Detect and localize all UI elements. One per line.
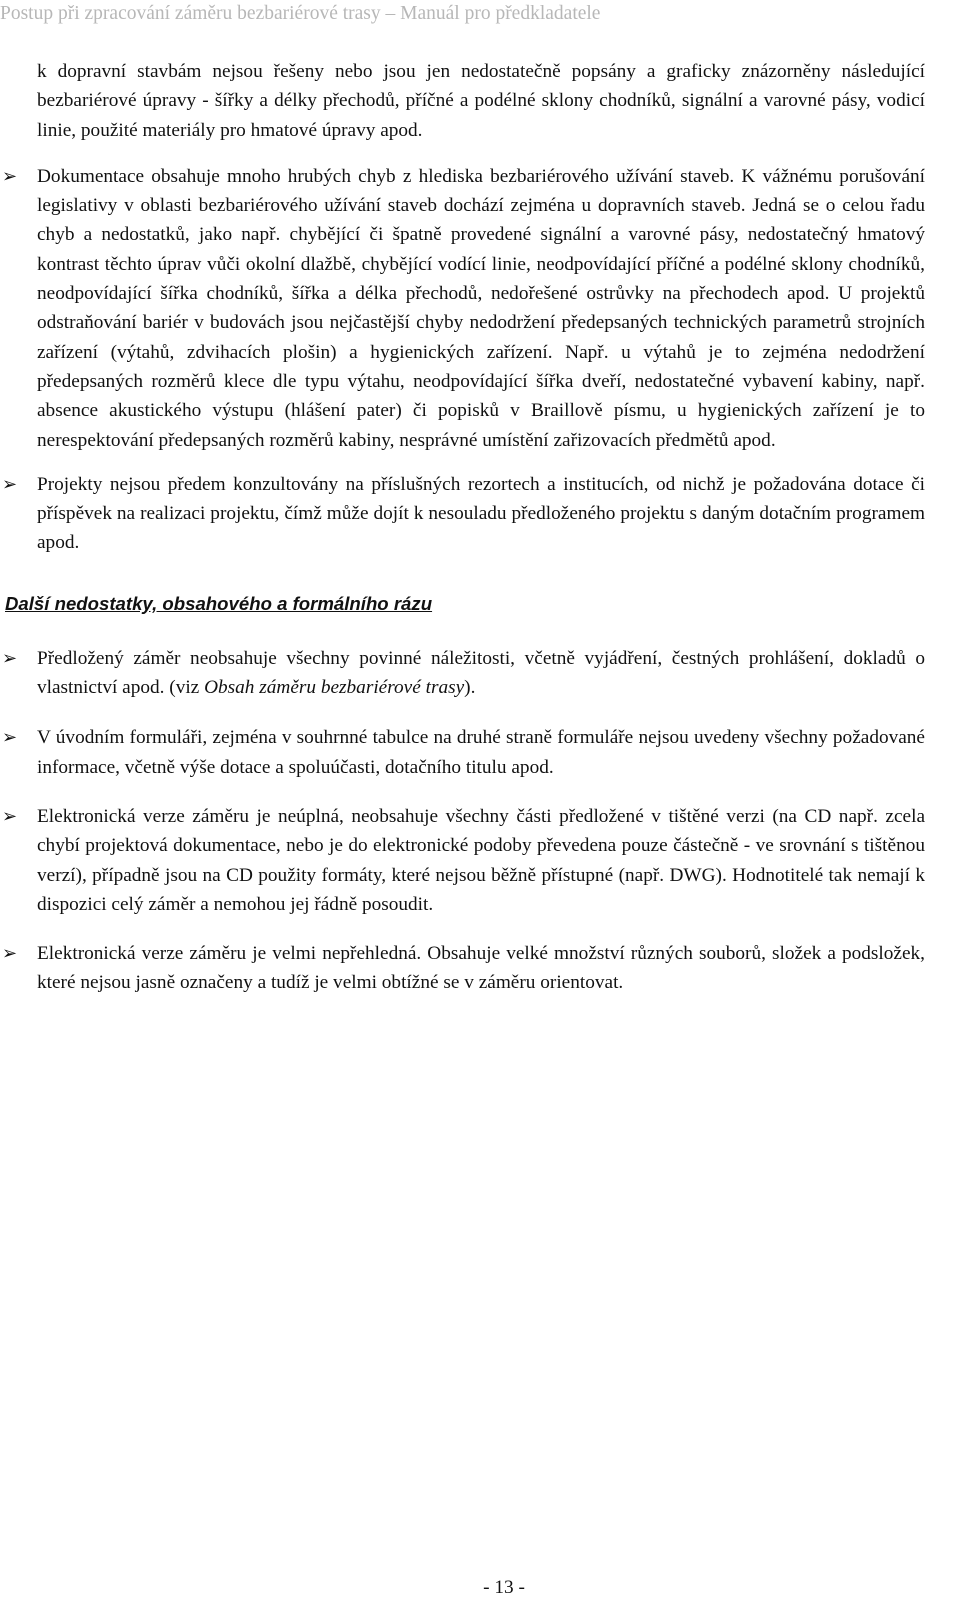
arrow-bullet-icon: ➢ bbox=[2, 165, 18, 187]
bullet-text: Dokumentace obsahuje mnoho hrubých chyb z hlediska bezbariérového užívání staveb. K vážnému porušování legislativy v oblasti bezbariérového užívání staveb dochází zejména u dopravních staveb. Jedná se o celou řadu chyb a nedostatků, jako např. chybějící či špatně provedené signální a varovné pásy, nedostatečný hmatový kontrast těchto úprav vůči okolní dlažbě, chybějící vodící linie, neodpovídající příčné a podélné sklony chodníků, neodpovídající šířka chodníků, šířka a délka přechodů, nedořešené ostrůvky na přechodech apod. U projektů odstraňování bariér v budovách jsou nejčastější chyby nedodržení předepsaných technických parametrů strojních zařízení (výtahů, zdvihacích plošin) a hygienických zařízení. Např. u výtahů je to zejména nedodržení předepsaných rozměrů klece dle typu výtahu, neodpovídající šířka dveří, nedostatečné vybavení kabiny, např. absence akustického výstupu (hlášení pater) či popisků v Braillově písmu, u hygienických zařízení je to nerespektování předepsaných rozměrů kabiny, nesprávné umístění zařizovacích předmětů apod. bbox=[37, 165, 925, 451]
document-body bbox=[2, 57, 925, 998]
arrow-bullet-icon: ➢ bbox=[2, 943, 18, 965]
intro-paragraph: k dopravní stavbám nejsou řešeny nebo jsou jen nedostatečně popsány a graficky znázorněny následující bezbariérové úpravy - šířky a délky přechodů, příčné a podélné sklony chodníků, signální a varovné pásy, vodicí linie, použité materiály pro hmatové úpravy apod. bbox=[37, 61, 925, 141]
running-header: Postup při zpracování záměru bezbariérové trasy – Manuál pro předkladatele bbox=[0, 3, 601, 24]
arrow-bullet-icon: ➢ bbox=[2, 727, 18, 749]
list-item bbox=[2, 939, 925, 998]
arrow-bullet-icon: ➢ bbox=[2, 647, 18, 669]
bullet-text: V úvodním formuláři, zejména v souhrnné tabulce na druhé straně formuláře nejsou uvedeny všechny požadované informace, včetně výše dotace a spoluúčasti, dotačního titulu apod. bbox=[37, 727, 925, 778]
document-title-reference: Obsah záměru bezbariérové trasy bbox=[204, 677, 465, 699]
list-item bbox=[2, 162, 925, 455]
page-number: - 13 - bbox=[483, 1577, 525, 1598]
list-item bbox=[2, 644, 925, 703]
bullet-text-part: Předložený záměr neobsahuje všechny povinné náležitosti, včetně vyjádření, čestných prohlášení, dokladů o vlastnictví apod. (viz bbox=[37, 647, 925, 699]
bullet-text: Projekty nejsou předem konzultovány na příslušných rezortech a institucích, od nichž je požadována dotace či příspěvek na realizaci projektu, čímž může dojít k nesouladu předloženého projektu s daným dotačním programem apod. bbox=[37, 473, 925, 554]
bullet-text: Elektronická verze záměru je velmi nepřehledná. Obsahuje velké množství různých souborů, složek a podsložek, které nejsou jasně označeny a tudíž je velmi obtížné se v záměru orientovat. bbox=[37, 943, 925, 994]
arrow-bullet-icon: ➢ bbox=[2, 473, 18, 495]
list-item bbox=[2, 723, 925, 782]
bullet-text bbox=[37, 644, 925, 703]
bullet-text: Elektronická verze záměru je neúplná, neobsahuje všechny části předložené v tištěné verzi (na CD např. zcela chybí projektová dokumentace, nebo je do elektronické podoby převedena pouze částečně - ve srovnání s tištěnou verzí), případně jsou na CD použity formáty, které nejsou běžně přístupné (např. DWG). Hodnotitelé tak nemají k dispozici celý záměr a nemohou jej řádně posoudit. bbox=[37, 805, 925, 915]
arrow-bullet-icon: ➢ bbox=[2, 805, 18, 827]
bullet-text-part: ). bbox=[464, 677, 476, 699]
list-item bbox=[2, 470, 925, 558]
section-heading: Další nedostatky, obsahového a formálního rázu bbox=[5, 592, 433, 614]
list-item bbox=[2, 802, 925, 919]
